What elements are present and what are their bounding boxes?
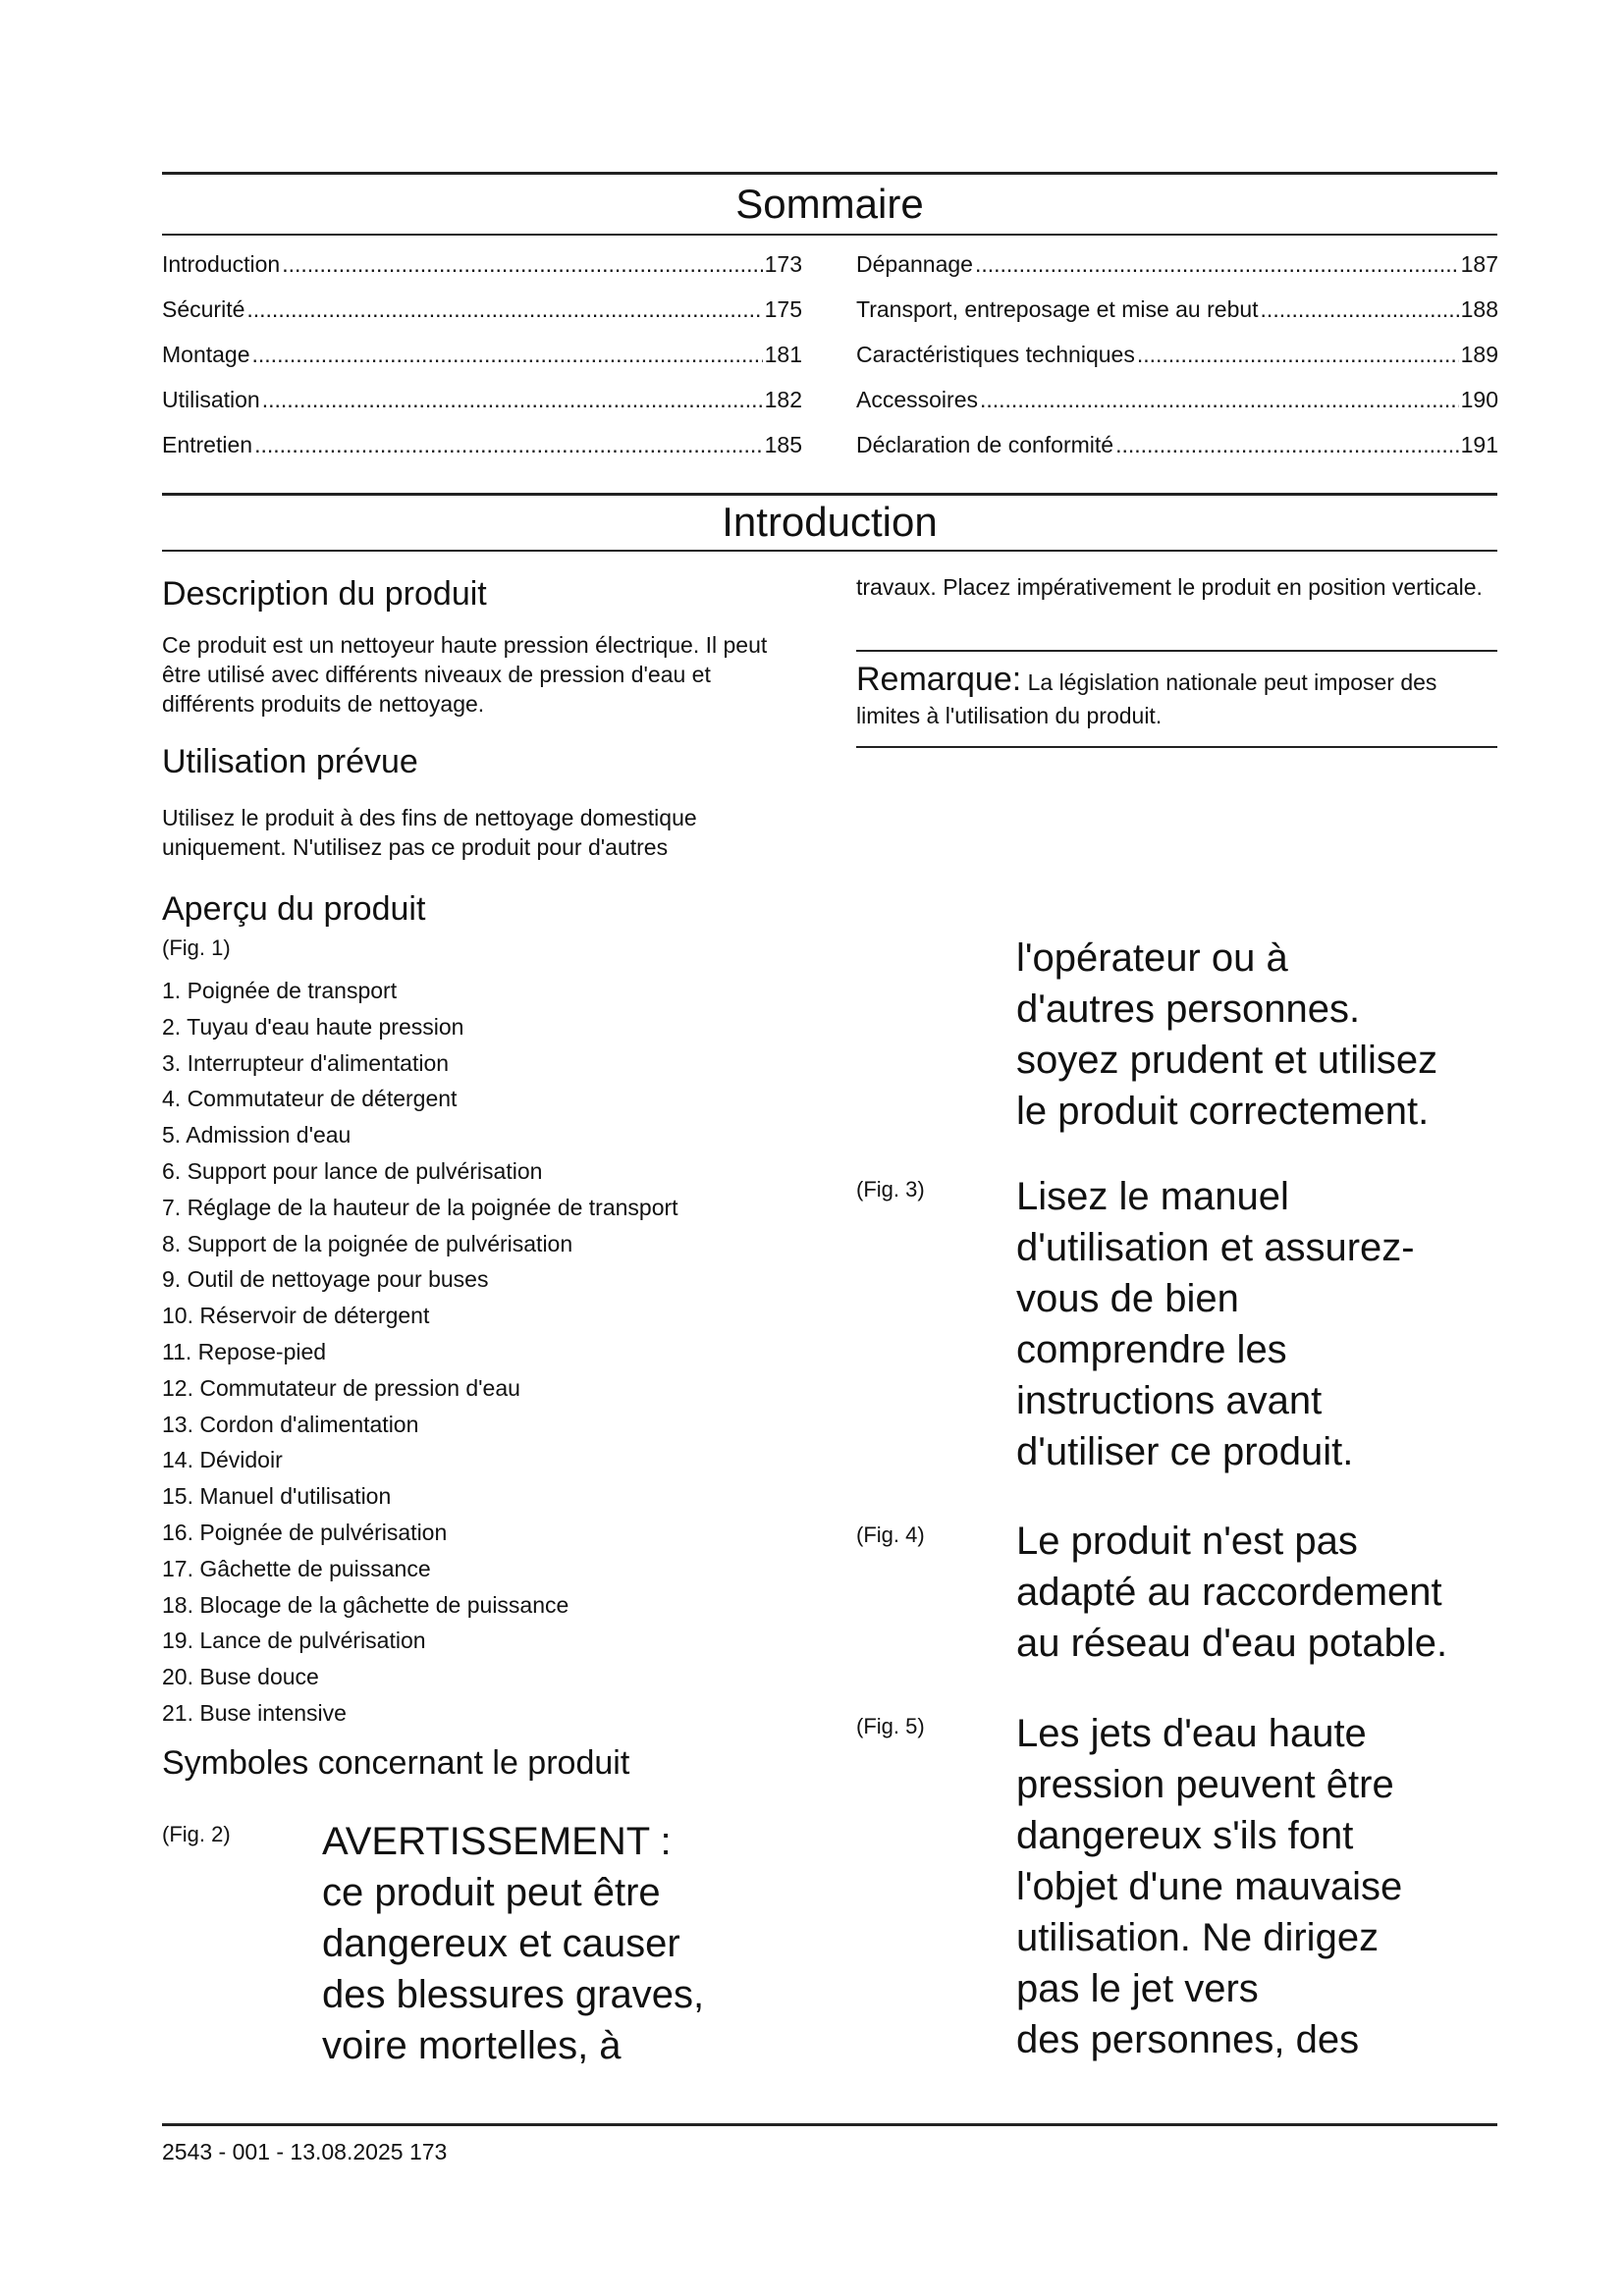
footer-page-number: 173 [408,2139,448,2164]
fig3-ref: (Fig. 3) [856,1177,925,1201]
usage-text-right: travaux. Placez impérativement le produit en position verticale. [856,574,1483,600]
toc-right-column [856,249,1498,475]
list-item: 12. Commutateur de pression d'eau [162,1374,520,1401]
list-item: 2. Tuyau d'eau haute pression [162,1013,464,1040]
list-item: 1. Poignée de transport [162,978,398,1003]
remark-text: La législation nationale peut imposer des limites à l'utilisation du produit. [856,669,1437,728]
description-text: Ce produit est un nettoyeur haute pression électrique. Il peut être utilisé avec différents niveaux de pression d'eau et différents produits de nettoyage. [162,632,768,717]
overview-heading: Aperçu du produit [162,890,426,928]
list-item: 19. Lance de pulvérisation [162,1628,426,1654]
remark-bottom-rule [856,746,1497,748]
fig2-warning-continued: l'opérateur ou à d'autres personnes. soyez prudent et utilisez le produit correctement. [1016,936,1438,1133]
description-heading: Description du produit [162,575,487,613]
symbols-heading: Symboles concernant le produit [162,1744,630,1782]
toc-entry-declaration[interactable]: Déclaration de conformité ..... 191 [856,430,1498,475]
list-item: 13. Cordon d'alimentation [162,1411,419,1437]
list-item: 10. Réservoir de détergent [162,1303,430,1329]
list-item: 17. Gâchette de puissance [162,1555,431,1581]
remark-top-rule [856,650,1497,652]
footer [162,2137,447,2166]
list-item: 9. Outil de nettoyage pour buses [162,1266,489,1293]
fig4-ref: (Fig. 4) [856,1522,925,1547]
overview-fig-ref: (Fig. 1) [162,935,231,960]
list-item: 7. Réglage de la hauteur de la poignée de transport [162,1194,678,1220]
intro-title: Introduction [722,499,938,545]
parts-list [162,973,830,1732]
list-item: 16. Poignée de pulvérisation [162,1519,448,1545]
toc-entry-utilisation[interactable]: Utilisation ..... 182 [162,385,802,430]
toc-left-column [162,249,802,475]
list-item: 15. Manuel d'utilisation [162,1483,392,1510]
footer-rule [162,2123,1497,2126]
list-item: 20. Buse douce [162,1664,319,1690]
toc-entry-montage[interactable]: Montage ..... 181 [162,340,802,385]
usage-heading: Utilisation prévue [162,743,418,780]
list-item: 3. Interrupteur d'alimentation [162,1049,450,1076]
list-item: 14. Dévidoir [162,1447,283,1473]
fig5-text: Les jets d'eau haute pression peuvent être dangereux s'ils font l'objet d'une mauvaise utilisation. Ne dirigez pas le jet vers des personnes, des [1016,1712,1403,2061]
usage-text-left: Utilisez le produit à des fins de nettoyage domestique uniquement. N'utilisez pas ce produit pour d'autres [162,805,697,860]
toc-entry-entretien[interactable]: Entretien ..... 185 [162,430,802,475]
list-item: 18. Blocage de la gâchette de puissance [162,1591,569,1618]
fig5-ref: (Fig. 5) [856,1714,925,1738]
toc-title-rule [162,234,1497,236]
toc-entry-caracteristiques[interactable]: Caractéristiques techniques ..... 189 [856,340,1498,385]
list-item: 6. Support pour lance de pulvérisation [162,1157,543,1184]
list-item: 4. Commutateur de détergent [162,1086,458,1112]
toc-entry-depannage[interactable]: Dépannage ..... 187 [856,249,1498,294]
toc-title: Sommaire [735,181,924,227]
fig2-warning-text: AVERTISSEMENT : ce produit peut être dangereux et causer des blessures graves, voire mortelles, à [322,1820,705,2067]
toc-entry-accessoires[interactable]: Accessoires ..... 190 [856,385,1498,430]
intro-title-rule [162,550,1497,552]
remark-title: Remarque: [856,661,1022,698]
toc-entry-transport[interactable]: Transport, entreposage et mise au rebut ..... 188 [856,294,1498,340]
fig3-text: Lisez le manuel d'utilisation et assurez- vous de bien comprendre les instructions avant d'utiliser ce produit. [1016,1175,1415,1473]
list-item: 21. Buse intensive [162,1699,347,1726]
fig4-text: Le produit n'est pas adapté au raccordement au réseau d'eau potable. [1016,1520,1448,1665]
list-item: 5. Admission d'eau [162,1122,352,1148]
list-item: 11. Repose-pied [162,1338,327,1364]
remark [856,663,1485,732]
list-item: 8. Support de la poignée de pulvérisation [162,1230,573,1256]
toc-entry-securite[interactable]: Sécurité ..... 175 [162,294,802,340]
footer-code: 2543 - 001 - 13.08.2025 [162,2139,404,2164]
intro-top-rule [162,493,1497,496]
fig2-ref: (Fig. 2) [162,1822,231,1846]
top-rule [162,172,1497,175]
toc-entry-introduction[interactable]: Introduction ..... 173 [162,249,802,294]
